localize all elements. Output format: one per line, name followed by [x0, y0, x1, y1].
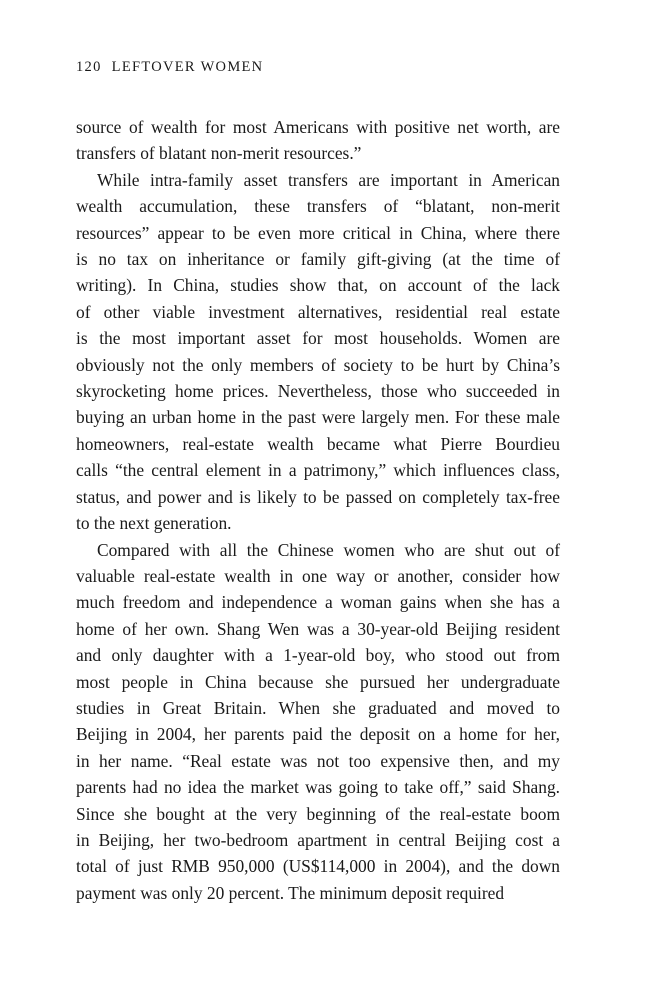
text-line: calls “the central element in a patrimony,” which influences class,	[76, 460, 560, 481]
text-line: in Beijing, her two-bedroom apartment in central Beijing cost a	[76, 829, 560, 850]
text-line: most people in China because she pursued her undergraduate	[76, 671, 560, 692]
text-line: and only daughter with a 1-year-old boy, who stood out from	[76, 645, 560, 666]
text-line: resources” appear to be even more critical in China, where there	[76, 222, 560, 243]
text-line: While intra-family asset transfers are important in American	[97, 169, 560, 190]
paragraph	[76, 114, 560, 167]
page-number: 120	[76, 59, 102, 75]
text-line: home of her own. Shang Wen was a 30-year-old Beijing resident	[76, 618, 560, 639]
text-line: valuable real-estate wealth in one way or another, consider how	[76, 565, 560, 586]
text-line: Beijing in 2004, her parents paid the deposit on a home for her,	[76, 724, 560, 745]
text-line: homeowners, real-estate wealth became what Pierre Bourdieu	[76, 433, 560, 454]
text-line: transfers of blatant non-merit resources.”	[76, 143, 362, 164]
text-line: Compared with all the Chinese women who are shut out of	[97, 539, 560, 560]
text-line: much freedom and independence a woman gains when she has a	[76, 592, 560, 613]
text-line: source of wealth for most Americans with positive net worth, are	[76, 117, 560, 137]
running-head	[76, 59, 263, 76]
text-line: payment was only 20 percent. The minimum deposit required	[76, 882, 505, 903]
running-title: LEFTOVER WOMEN	[111, 59, 264, 75]
text-line: Since she bought at the very beginning of the real-estate boom	[76, 803, 560, 824]
body-text	[76, 114, 560, 906]
text-line: to the next generation.	[76, 513, 232, 534]
text-line: wealth accumulation, these transfers of “blatant, non-merit	[76, 196, 560, 217]
paragraph	[76, 167, 560, 537]
text-line: buying an urban home in the past were largely men. For these male	[76, 407, 560, 428]
paragraph	[76, 537, 560, 907]
text-line: total of just RMB 950,000 (US$114,000 in 2004), and the down	[76, 856, 560, 877]
text-line: obviously not the only members of society to be hurt by China’s	[76, 354, 560, 375]
text-line: status, and power and is likely to be passed on completely tax-free	[76, 486, 560, 507]
text-line: studies in Great Britain. When she graduated and moved to	[76, 697, 560, 718]
text-line: skyrocketing home prices. Nevertheless, those who succeeded in	[76, 381, 560, 402]
text-line: parents had no idea the market was going to take off,” said Shang.	[76, 777, 560, 798]
text-line: of other viable investment alternatives, residential real estate	[76, 301, 560, 322]
text-line: writing). In China, studies show that, on account of the lack	[76, 275, 560, 296]
text-line: in her name. “Real estate was not too expensive then, and my	[76, 750, 560, 771]
text-line: is the most important asset for most households. Women are	[76, 328, 560, 349]
text-line: is no tax on inheritance or family gift-giving (at the time of	[76, 249, 560, 270]
